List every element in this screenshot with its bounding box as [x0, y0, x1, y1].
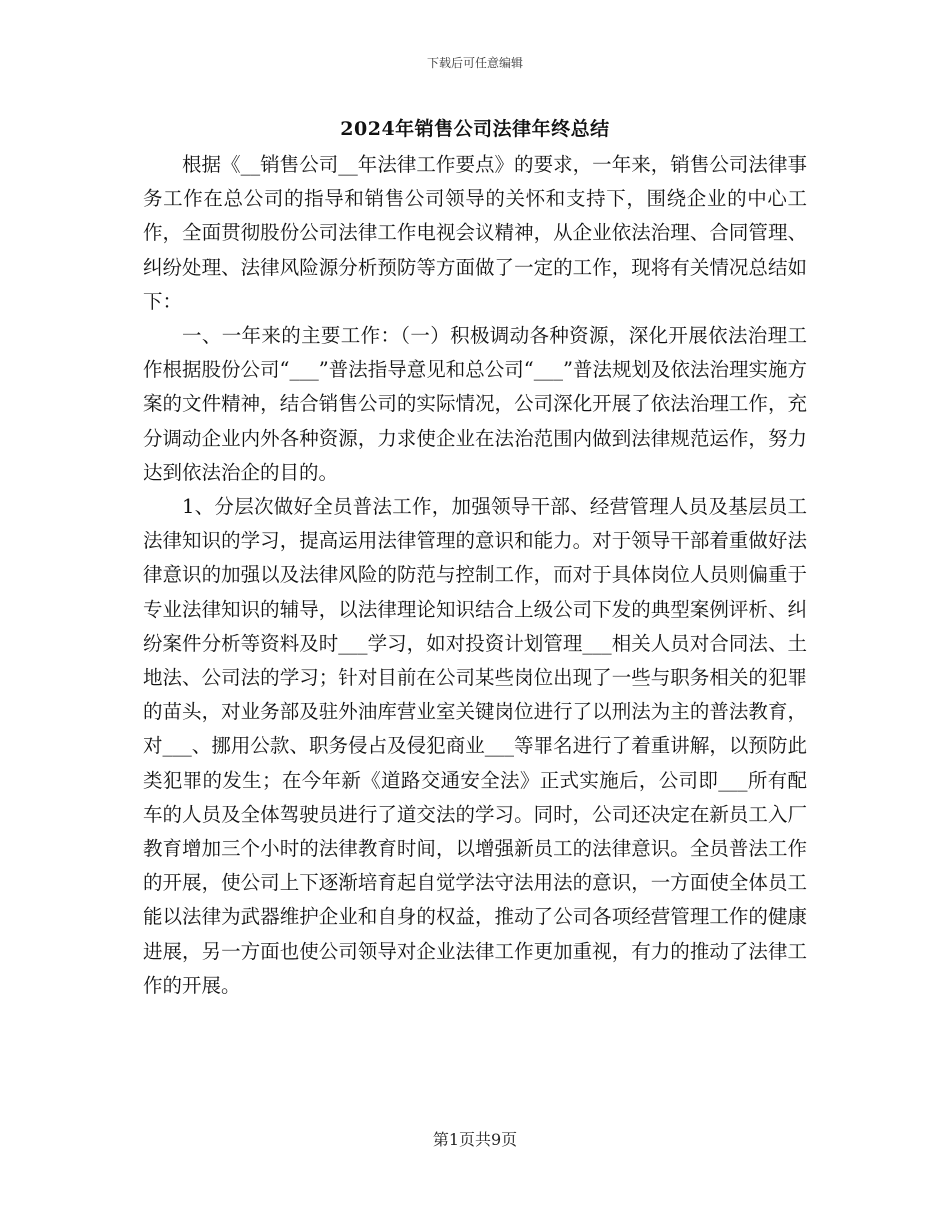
header-note: 下载后可任意编辑 — [426, 56, 523, 70]
document-title: 2024年销售公司法律年终总结 — [340, 118, 610, 140]
document-body — [143, 148, 807, 1003]
page-indicator: 第1页共9页 — [432, 1130, 518, 1149]
paragraph-item-one: 1、分层次做好全员普法工作，加强领导干部、经营管理人员及基层员工法律知识的学习，提高运用法律管理的意识和能力。对于领导干部着重做好法律意识的加强以及法律风险的防范与控制工作，而对于具体岗位人员则偏重于专业法律知识的辅导，以法律理论知识结合上级公司下发的典型案例评析、纠纷案件分析等资料及时___学习，如对投资计划管理___相关人员对合同法、土地法、公司法的学习；针对目前在公司某些岗位出现了一些与职务相关的犯罪的苗头，对业务部及驻外油库营业室关键岗位进行了以刑法为主的普法教育，对___、挪用公款、职务侵占及侵犯商业___等罪名进行了着重讲解，以预防此类犯罪的发生；在今年新《道路交通安全法》正式实施后，公司即___所有配车的人员及全体驾驶员进行了道交法的学习。同时，公司还决定在新员工入厂教育增加三个小时的法律教育时间，以增强新员工的法律意识。全员普法工作的开展，使公司上下逐渐培育起自觉学法守法用法的意识，一方面使全体员工能以法律为武器维护企业和自身的权益，推动了公司各项经营管理工作的健康进展，另一方面也使公司领导对企业法律工作更加重视，有力的推动了法律工作的开展。 — [143, 495, 807, 997]
paragraph-intro: 根据《__销售公司__年法律工作要点》的要求，一年来，销售公司法律事务工作在总公司的指导和销售公司领导的关怀和支持下，围绕企业的中心工作，全面贯彻股份公司法律工作电视会议精神，从企业依法治理、合同管理、纠纷处理、法律风险源分析预防等方面做了一定的工作，现将有关情况总结如下： — [143, 153, 807, 313]
paragraph-section-one: 一、一年来的主要工作：（一）积极调动各种资源，深化开展依法治理工作根据股份公司“___”普法指导意见和总公司“___”普法规划及依法治理实施方案的文件精神，结合销售公司的实际情况，公司深化开展了依法治理工作，充分调动企业内外各种资源，力求使企业在法治范围内做到法律规范运作，努力达到依法治企的目的。 — [143, 324, 807, 484]
